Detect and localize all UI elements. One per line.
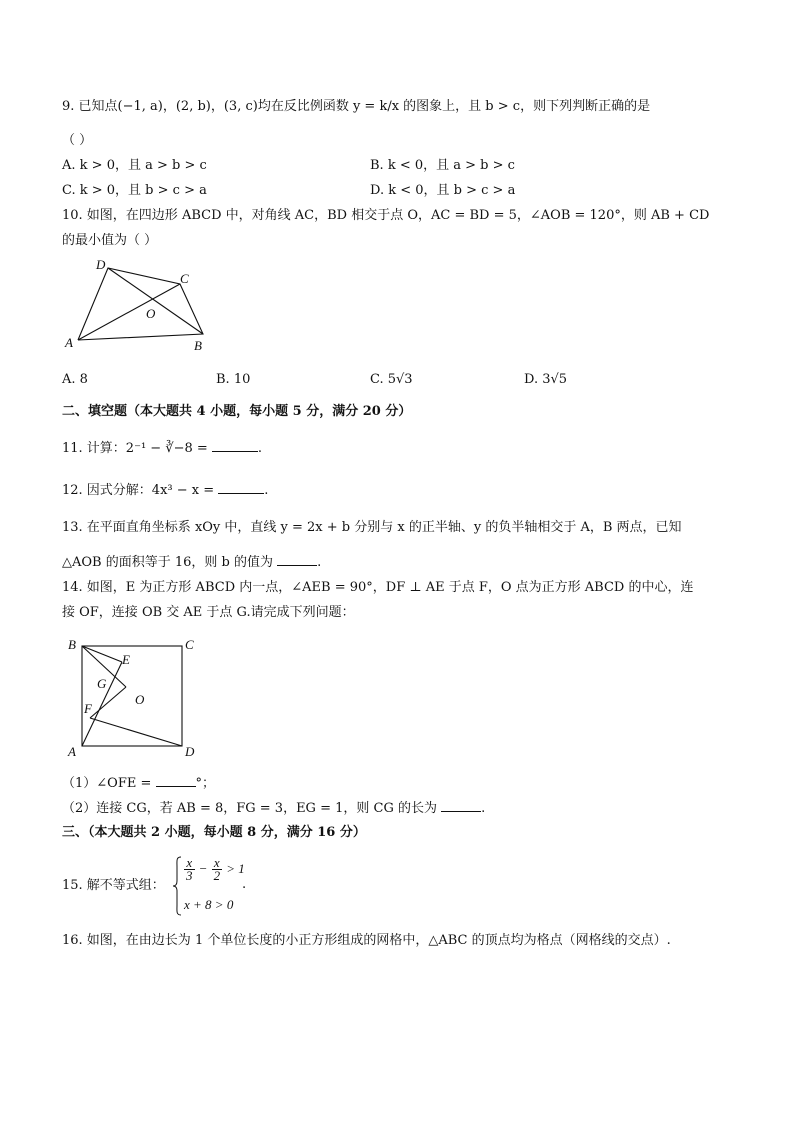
q16-stem: 16. 如图，在由边长为 1 个单位长度的小正方形组成的网格中，△ABC 的顶点均为格点（网格线的交点）. bbox=[62, 933, 671, 948]
q14-label-g: G bbox=[97, 676, 107, 691]
q15-frac1: $\frac{x}{3}$ bbox=[186, 855, 193, 883]
q10-stem-line2: 的最小值为（ ） bbox=[62, 233, 158, 248]
q15-end: . bbox=[242, 877, 247, 892]
q9-answer-paren: （ ） bbox=[62, 133, 93, 148]
q12 bbox=[62, 481, 268, 500]
q14-segment-df bbox=[90, 718, 182, 746]
q9-stem: 9. 已知点(−1, a)，(2, b)，(3, c)均在反比例函数 y = k/x 的图象上，且 b > c，则下列判断正确的是 bbox=[62, 99, 651, 114]
q10-option-c: C. 5√3 bbox=[370, 372, 413, 387]
q11-end: . bbox=[257, 441, 263, 456]
q10-label-d: D bbox=[96, 257, 106, 272]
q9-option-b: B. k < 0，且 a > b > c bbox=[370, 158, 515, 173]
section2-heading: 二、填空题（本大题共 4 小题，每小题 5 分，满分 20 分） bbox=[62, 404, 412, 419]
q15-inequality-system bbox=[172, 855, 247, 917]
q13-stem-line2: △AOB 的面积等于 16，则 b 的值为 bbox=[62, 555, 273, 570]
q14-label-c: C bbox=[185, 637, 194, 652]
q10-stem-line1: 10. 如图，在四边形 ABCD 中，对角线 AC，BD 相交于点 O，AC = BD = 5，∠AOB = 120°，则 AB + CD bbox=[62, 208, 710, 223]
q10-label-b: B bbox=[194, 338, 202, 353]
q10-label-o: O bbox=[146, 306, 156, 321]
q10-option-d: D. 3√5 bbox=[524, 372, 568, 387]
q12-text: 12. 因式分解：4x³ − x = bbox=[62, 483, 215, 498]
q11-answer-blank[interactable] bbox=[212, 439, 258, 452]
q14-stem-line2: 接 OF，连接 OB 交 AE 于点 G.请完成下列问题： bbox=[62, 605, 355, 620]
q10-option-b: B. 10 bbox=[216, 372, 251, 387]
q15-gt1: > 1 bbox=[226, 861, 245, 876]
q14-sub2-end: . bbox=[481, 801, 486, 816]
q15-ineq2: x + 8 > 0 bbox=[184, 897, 234, 912]
q15-minus: − bbox=[198, 861, 208, 876]
q14-sub1-answer-blank[interactable] bbox=[156, 774, 196, 787]
q13-stem-line2-wrap bbox=[62, 553, 321, 572]
q14-stem-line1: 14. 如图，E 为正方形 ABCD 内一点，∠AEB = 90°，DF ⊥ AE 于点 F，O 点为正方形 ABCD 的中心，连 bbox=[62, 580, 694, 595]
q14-sub1-text: （1）∠OFE = bbox=[62, 776, 152, 791]
q14-label-a: A bbox=[68, 744, 76, 759]
q14-sub2-answer-blank[interactable] bbox=[441, 799, 481, 812]
q15-left-brace bbox=[172, 855, 182, 917]
q10-label-a: A bbox=[65, 335, 73, 350]
q13-end: . bbox=[317, 555, 322, 570]
q14-sub2-text: （2）连接 CG，若 AB = 8，FG = 3，EG = 1，则 CG 的长为 bbox=[62, 801, 437, 816]
q10-option-a: A. 8 bbox=[62, 372, 88, 387]
q14-sub1 bbox=[62, 774, 215, 793]
q14-segment-be bbox=[82, 646, 122, 662]
q13-answer-blank[interactable] bbox=[277, 553, 317, 566]
q9-option-c: C. k > 0，且 b > c > a bbox=[62, 183, 207, 198]
q10-diagonal-ac bbox=[78, 284, 180, 340]
q14-label-d: D bbox=[185, 744, 195, 759]
q9-option-a: A. k > 0，且 a > b > c bbox=[62, 158, 207, 173]
q10-quadrilateral-figure bbox=[62, 254, 212, 354]
q14-label-f: F bbox=[84, 701, 92, 716]
q15-ineq1 bbox=[184, 857, 245, 882]
q14-label-b: B bbox=[68, 637, 76, 652]
q15-prefix: 15. 解不等式组： bbox=[62, 878, 165, 893]
q11 bbox=[62, 439, 262, 458]
q14-sub2 bbox=[62, 799, 485, 818]
q10-diagonal-bd bbox=[108, 268, 203, 334]
section3-heading: 三、（本大题共 2 小题，每小题 8 分，满分 16 分） bbox=[62, 825, 366, 840]
q13-stem-line1: 13. 在平面直角坐标系 xOy 中，直线 y = 2x + b 分别与 x 的正半轴、y 的负半轴相交于 A，B 两点，已知 bbox=[62, 520, 682, 535]
q11-text: 11. 计算：2⁻¹ − ∛−8 = bbox=[62, 441, 208, 456]
q14-label-o: O bbox=[135, 692, 145, 707]
q12-end: . bbox=[264, 483, 269, 498]
q12-answer-blank[interactable] bbox=[218, 481, 264, 494]
q10-label-c: C bbox=[180, 271, 189, 286]
q14-label-e: E bbox=[122, 652, 130, 667]
q9-option-d: D. k < 0，且 b > c > a bbox=[370, 183, 516, 198]
q15-frac2: $\frac{x}{2}$ bbox=[213, 855, 221, 883]
q14-square-figure bbox=[62, 634, 202, 760]
q14-sub1-end: °； bbox=[195, 776, 216, 791]
